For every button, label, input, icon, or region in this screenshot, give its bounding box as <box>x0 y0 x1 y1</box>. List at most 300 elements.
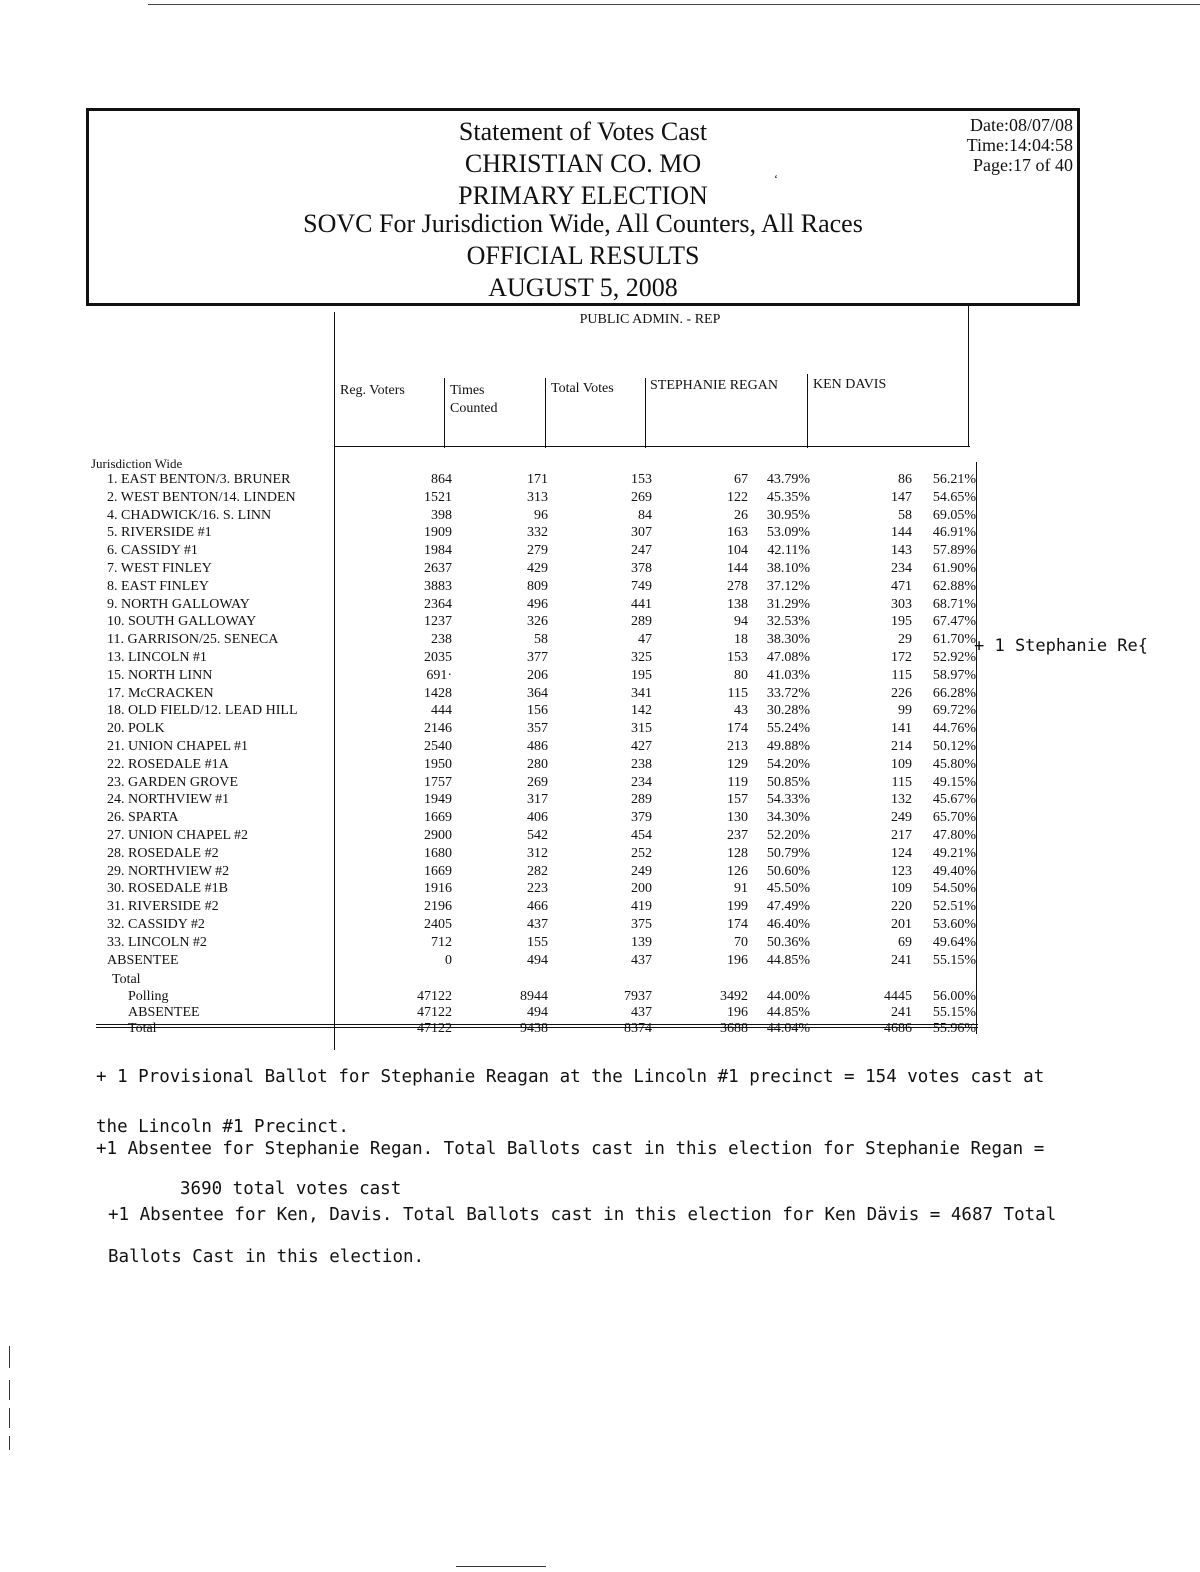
regan-pct-cell: 37.12% <box>766 578 810 594</box>
reg-voters-cell: 1757 <box>424 774 452 790</box>
grid-line <box>545 378 546 448</box>
reg-voters-cell: 1428 <box>424 685 452 701</box>
davis-votes-cell: 69 <box>898 934 912 950</box>
times-counted-cell: 312 <box>527 845 548 861</box>
davis-pct-cell: 54.50% <box>932 881 976 897</box>
regan-pct-cell: 50.85% <box>766 774 810 790</box>
regan-votes-cell: 70 <box>734 934 748 950</box>
times-counted-cell: 406 <box>527 810 548 826</box>
davis-votes-cell: 226 <box>891 685 912 701</box>
total-votes-cell: 238 <box>631 756 652 772</box>
precinct-name: 28. ROSEDALE #2 <box>107 845 219 861</box>
davis-pct-cell: 45.80% <box>932 756 976 772</box>
regan-pct-cell: 38.10% <box>766 561 810 576</box>
precinct-name: 15. NORTH LINN <box>107 667 213 683</box>
davis-votes-cell: 241 <box>891 1005 912 1020</box>
regan-votes-cell: 128 <box>727 845 748 861</box>
davis-votes-cell: 241 <box>891 952 912 968</box>
davis-pct-cell: 62.88% <box>932 578 976 594</box>
davis-pct-cell: 55.15% <box>932 952 976 968</box>
section-label: Jurisdiction Wide <box>91 456 183 471</box>
precinct-name: 11. GARRISON/25. SENECA <box>107 632 279 648</box>
reg-voters-cell: 2900 <box>424 828 452 843</box>
regan-pct-cell: 45.35% <box>766 489 810 505</box>
precinct-name: 33. LINCOLN #2 <box>107 934 207 950</box>
regan-votes-cell: 94 <box>734 614 748 630</box>
davis-votes-cell: 217 <box>891 828 912 843</box>
davis-votes-cell: 115 <box>891 667 912 683</box>
davis-pct-cell: 61.70% <box>932 632 976 648</box>
report-header <box>86 108 1080 306</box>
regan-pct-cell: 50.60% <box>766 863 810 879</box>
regan-pct-cell: 50.79% <box>766 845 810 861</box>
reg-voters-cell: 398 <box>431 507 452 523</box>
regan-pct-cell: 38.30% <box>766 632 810 648</box>
regan-votes-cell: 126 <box>727 863 748 879</box>
regan-pct-cell: 45.50% <box>766 881 810 897</box>
times-counted-cell: 156 <box>527 703 548 719</box>
times-counted-cell: 155 <box>527 934 548 950</box>
table-row <box>0 791 1000 809</box>
note-line: +1 Absentee for Ken, Davis. Total Ballots cast in this election for Ken Dävis = 4687 Total <box>108 1205 1057 1225</box>
regan-pct-cell: 44.85% <box>766 952 810 968</box>
times-counted-cell: 466 <box>527 899 548 915</box>
regan-pct-cell: 34.30% <box>766 810 810 826</box>
davis-votes-cell: 124 <box>891 845 912 861</box>
davis-votes-cell: 220 <box>891 899 912 915</box>
report-scope: SOVC For Jurisdiction Wide, All Counters, All Races <box>303 209 863 238</box>
table-row <box>0 489 1000 507</box>
regan-pct-cell: 30.28% <box>766 703 810 719</box>
table-row <box>0 756 1000 774</box>
reg-voters-cell: 47122 <box>417 1021 452 1036</box>
davis-pct-cell: 49.21% <box>932 845 976 861</box>
total-votes-cell: 47 <box>638 632 652 648</box>
reg-voters-cell: 1916 <box>424 881 452 897</box>
regan-votes-cell: 26 <box>734 507 748 523</box>
regan-pct-cell: 53.09% <box>766 525 810 541</box>
precinct-name: 22. ROSEDALE #1A <box>107 756 229 772</box>
davis-pct-cell: 52.92% <box>932 650 976 665</box>
davis-pct-cell: 49.15% <box>932 774 976 790</box>
total-votes-cell: 252 <box>631 845 652 861</box>
davis-votes-cell: 234 <box>891 561 912 576</box>
times-counted-cell: 8944 <box>520 989 548 1004</box>
times-counted-cell: 494 <box>527 1005 548 1020</box>
precinct-name: 27. UNION CHAPEL #2 <box>107 828 249 843</box>
times-counted-cell: 429 <box>527 561 548 576</box>
col-total-votes: Total Votes <box>551 381 614 396</box>
results-status: OFFICIAL RESULTS <box>466 241 700 270</box>
col-candidate-davis: KEN DAVIS <box>813 377 887 392</box>
regan-pct-cell: 46.40% <box>766 917 810 932</box>
reg-voters-cell: 3883 <box>424 578 452 594</box>
regan-votes-cell: 91 <box>734 881 748 897</box>
summary-row <box>0 1020 1000 1038</box>
reg-voters-cell: 47122 <box>417 989 452 1004</box>
times-counted-cell: 364 <box>527 685 548 701</box>
reg-voters-cell: 2540 <box>424 739 452 754</box>
regan-pct-cell: 41.03% <box>766 667 810 683</box>
regan-votes-cell: 144 <box>727 561 748 576</box>
regan-votes-cell: 130 <box>727 810 748 826</box>
davis-pct-cell: 67.47% <box>932 614 976 630</box>
regan-pct-cell: 47.49% <box>766 899 810 915</box>
report-meta <box>967 115 1073 175</box>
table-row <box>0 578 1000 596</box>
davis-pct-cell: 57.89% <box>932 543 976 559</box>
note-line: + 1 Provisional Ballot for Stephanie Reagan at the Lincoln #1 precinct = 154 votes cast at <box>96 1067 1045 1087</box>
regan-votes-cell: 174 <box>727 721 748 737</box>
total-votes-cell: 234 <box>631 774 652 790</box>
times-counted-cell: 486 <box>527 739 548 754</box>
total-votes-cell: 315 <box>631 721 652 737</box>
side-annotation: + 1 Stephanie Re{ <box>974 636 1148 656</box>
regan-votes-cell: 213 <box>727 739 748 754</box>
bottom-scan-mark <box>456 1566 546 1567</box>
times-counted-cell: 332 <box>527 525 548 541</box>
grid-line <box>334 446 970 447</box>
davis-votes-cell: 249 <box>891 810 912 826</box>
times-counted-cell: 96 <box>534 507 548 523</box>
margin-mark <box>9 1408 10 1428</box>
grid-line <box>444 378 445 448</box>
reg-voters-cell: 712 <box>431 934 452 950</box>
precinct-name: 20. POLK <box>107 721 165 737</box>
regan-votes-cell: 138 <box>727 596 748 612</box>
report-title: Statement of Votes Cast <box>458 117 708 146</box>
report-time: Time:14:04:58 <box>966 135 1073 155</box>
table-row <box>0 880 1000 898</box>
regan-votes-cell: 122 <box>727 489 748 505</box>
total-votes-cell: 378 <box>631 561 652 576</box>
total-votes-cell: 441 <box>631 596 652 612</box>
times-counted-cell: 206 <box>527 667 548 683</box>
total-votes-cell: 325 <box>631 650 652 665</box>
reg-voters-cell: 1237 <box>424 614 452 630</box>
precinct-name: 21. UNION CHAPEL #1 <box>107 739 249 754</box>
table-row <box>0 863 1000 881</box>
grid-line <box>807 374 808 448</box>
county-name: CHRISTIAN CO. MO <box>464 149 702 178</box>
table-row <box>0 702 1000 720</box>
davis-pct-cell: 68.71% <box>932 596 976 612</box>
davis-pct-cell: 69.05% <box>932 507 976 523</box>
davis-pct-cell: 56.21% <box>932 472 976 487</box>
reg-voters-cell: 2405 <box>424 917 452 932</box>
reg-voters-cell: 1680 <box>424 845 452 861</box>
grid-line <box>96 1027 978 1028</box>
total-votes-cell: 749 <box>631 578 652 594</box>
note-line: the Lincoln #1 Precinct. <box>96 1117 349 1137</box>
stray-mark: ‘ <box>774 172 778 186</box>
reg-voters-cell: 1949 <box>424 792 452 808</box>
davis-pct-cell: 55.96% <box>932 1021 976 1036</box>
total-votes-cell: 249 <box>631 863 652 879</box>
table-row <box>0 471 1000 489</box>
davis-pct-cell: 49.40% <box>932 863 976 879</box>
total-votes-cell: 7937 <box>624 989 652 1004</box>
table-row <box>0 631 1000 649</box>
davis-votes-cell: 99 <box>898 703 912 719</box>
reg-voters-cell: 1950 <box>424 756 452 772</box>
table-row <box>0 720 1000 738</box>
grid-line <box>334 312 335 452</box>
precinct-name: 32. CASSIDY #2 <box>107 917 205 932</box>
regan-pct-cell: 33.72% <box>766 685 810 701</box>
reg-voters-cell: 2146 <box>424 721 452 737</box>
davis-pct-cell: 44.76% <box>932 721 976 737</box>
regan-votes-cell: 80 <box>734 667 748 683</box>
total-votes-cell: 375 <box>631 917 652 932</box>
regan-votes-cell: 153 <box>727 650 748 665</box>
reg-voters-cell: 0 <box>445 952 452 968</box>
regan-pct-cell: 50.36% <box>766 934 810 950</box>
regan-votes-cell: 104 <box>727 543 748 559</box>
times-counted-cell: 279 <box>527 543 548 559</box>
davis-votes-cell: 141 <box>891 721 912 737</box>
precinct-name: 30. ROSEDALE #1B <box>107 881 228 897</box>
davis-pct-cell: 47.80% <box>932 828 976 843</box>
regan-pct-cell: 31.29% <box>766 596 810 612</box>
precinct-name: 9. NORTH GALLOWAY <box>107 596 250 612</box>
regan-votes-cell: 67 <box>734 472 748 487</box>
precinct-name: 7. WEST FINLEY <box>107 561 212 576</box>
davis-votes-cell: 214 <box>891 739 912 754</box>
davis-pct-cell: 61.90% <box>932 561 976 576</box>
times-counted-cell: 496 <box>527 596 548 612</box>
regan-votes-cell: 174 <box>727 917 748 932</box>
times-counted-cell: 223 <box>527 881 548 897</box>
davis-votes-cell: 144 <box>891 525 912 541</box>
davis-votes-cell: 172 <box>891 650 912 665</box>
table-row <box>0 542 1000 560</box>
regan-pct-cell: 54.33% <box>766 792 810 808</box>
times-counted-cell: 171 <box>527 472 548 487</box>
davis-votes-cell: 123 <box>891 863 912 879</box>
regan-votes-cell: 3688 <box>720 1021 748 1036</box>
precinct-name: 2. WEST BENTON/14. LINDEN <box>107 489 296 505</box>
davis-votes-cell: 4445 <box>884 989 912 1004</box>
precinct-name: 8. EAST FINLEY <box>107 578 210 594</box>
reg-voters-cell: 1909 <box>424 525 452 541</box>
regan-votes-cell: 196 <box>727 952 748 968</box>
reg-voters-cell: 2637 <box>424 561 452 576</box>
reg-voters-cell: 2035 <box>424 650 452 665</box>
reg-voters-cell: 1669 <box>424 810 452 826</box>
regan-pct-cell: 44.00% <box>766 989 810 1004</box>
regan-pct-cell: 49.88% <box>766 739 810 754</box>
table-row <box>0 524 1000 542</box>
times-counted-cell: 280 <box>527 756 548 772</box>
report-date: Date:08/07/08 <box>970 115 1073 135</box>
davis-votes-cell: 29 <box>898 632 912 648</box>
precinct-name: 26. SPARTA <box>107 810 179 826</box>
regan-pct-cell: 52.20% <box>766 828 810 843</box>
precinct-name: Polling <box>128 989 169 1004</box>
table-row <box>0 685 1000 703</box>
total-votes-cell: 454 <box>631 828 652 843</box>
total-votes-cell: 289 <box>631 792 652 808</box>
precinct-name: 23. GARDEN GROVE <box>107 774 239 790</box>
davis-pct-cell: 54.65% <box>932 489 976 505</box>
top-scan-line <box>148 4 1200 5</box>
regan-votes-cell: 129 <box>727 756 748 772</box>
davis-votes-cell: 109 <box>891 756 912 772</box>
davis-votes-cell: 115 <box>891 774 912 790</box>
davis-pct-cell: 49.64% <box>932 934 976 950</box>
totals-label: Total <box>112 972 141 987</box>
times-counted-cell: 269 <box>527 774 548 790</box>
note-line: 3690 total votes cast <box>180 1179 402 1199</box>
total-votes-cell: 84 <box>638 507 652 523</box>
precinct-name: 31. RIVERSIDE #2 <box>107 899 219 915</box>
precinct-name: 17. McCRACKEN <box>107 685 214 701</box>
note-line: +1 Absentee for Stephanie Regan. Total Ballots cast in this election for Stephanie Regan = <box>96 1139 1045 1159</box>
davis-pct-cell: 66.28% <box>932 685 976 701</box>
times-counted-cell: 437 <box>527 917 548 932</box>
regan-pct-cell: 42.11% <box>767 543 810 559</box>
table-row <box>0 916 1000 934</box>
times-counted-cell: 313 <box>527 489 548 505</box>
davis-pct-cell: 46.91% <box>932 525 976 541</box>
regan-votes-cell: 43 <box>734 703 748 719</box>
regan-pct-cell: 54.20% <box>766 756 810 772</box>
regan-votes-cell: 3492 <box>720 989 748 1004</box>
precinct-name: ABSENTEE <box>107 952 179 968</box>
table-row <box>0 774 1000 792</box>
davis-pct-cell: 45.67% <box>932 792 976 808</box>
precinct-name: 29. NORTHVIEW #2 <box>107 863 230 879</box>
regan-pct-cell: 47.08% <box>766 650 810 665</box>
davis-votes-cell: 58 <box>898 507 912 523</box>
regan-pct-cell: 30.95% <box>766 507 810 523</box>
davis-pct-cell: 52.51% <box>932 899 976 915</box>
davis-votes-cell: 201 <box>891 917 912 932</box>
race-title: PUBLIC ADMIN. - REP <box>579 312 721 327</box>
precinct-name: ABSENTEE <box>128 1005 200 1020</box>
total-votes-cell: 419 <box>631 899 652 915</box>
times-counted-cell: 357 <box>527 721 548 737</box>
margin-mark <box>9 1346 10 1368</box>
reg-voters-cell: 1984 <box>424 543 452 559</box>
total-votes-cell: 269 <box>631 489 652 505</box>
precinct-name: 6. CASSIDY #1 <box>107 543 198 559</box>
table-row <box>0 827 1000 845</box>
table-row <box>0 667 1000 685</box>
regan-votes-cell: 163 <box>727 525 748 541</box>
times-counted-cell: 377 <box>527 650 548 665</box>
precinct-name: 13. LINCOLN #1 <box>107 650 207 665</box>
total-votes-cell: 437 <box>631 952 652 968</box>
reg-voters-cell: 2364 <box>424 596 452 612</box>
precinct-name: 5. RIVERSIDE #1 <box>107 525 212 541</box>
regan-pct-cell: 44.04% <box>766 1021 810 1036</box>
table-row <box>0 560 1000 578</box>
times-counted-cell: 809 <box>527 578 548 594</box>
total-votes-cell: 8374 <box>624 1021 652 1036</box>
note-line: Ballots Cast in this election. <box>108 1247 425 1267</box>
table-row <box>0 649 1000 667</box>
reg-voters-cell: 1521 <box>424 489 452 505</box>
davis-pct-cell: 65.70% <box>932 810 976 826</box>
table-row <box>0 898 1000 916</box>
regan-votes-cell: 278 <box>727 578 748 594</box>
davis-pct-cell: 58.97% <box>932 667 976 683</box>
precinct-name: 24. NORTHVIEW #1 <box>107 792 230 808</box>
davis-votes-cell: 195 <box>891 614 912 630</box>
page-number: Page:17 of 40 <box>973 155 1073 175</box>
times-counted-cell: 317 <box>527 792 548 808</box>
total-votes-cell: 379 <box>631 810 652 826</box>
table-row <box>0 613 1000 631</box>
davis-pct-cell: 69.72% <box>932 703 976 719</box>
precinct-name: Total <box>128 1021 157 1036</box>
total-votes-cell: 427 <box>631 739 652 754</box>
table-row <box>0 952 1000 970</box>
regan-pct-cell: 43.79% <box>766 472 810 487</box>
regan-votes-cell: 18 <box>734 632 748 648</box>
grid-line <box>968 306 969 446</box>
reg-voters-cell: 691· <box>426 667 452 683</box>
table-row <box>0 738 1000 756</box>
regan-pct-cell: 44.85% <box>766 1005 810 1020</box>
times-counted-cell: 58 <box>534 632 548 648</box>
total-votes-cell: 289 <box>631 614 652 630</box>
total-votes-cell: 200 <box>631 881 652 897</box>
margin-mark <box>9 1380 10 1400</box>
times-counted-cell: 326 <box>527 614 548 630</box>
table-row <box>0 934 1000 952</box>
col-times-counted: Times Counted <box>450 383 498 416</box>
grid-line <box>96 1024 978 1025</box>
election-name: PRIMARY ELECTION <box>458 181 708 210</box>
regan-pct-cell: 32.53% <box>766 614 810 630</box>
table-row <box>0 845 1000 863</box>
precinct-name: 10. SOUTH GALLOWAY <box>107 614 257 630</box>
davis-pct-cell: 50.12% <box>932 739 976 754</box>
table-row <box>0 809 1000 827</box>
reg-voters-cell: 444 <box>431 703 452 719</box>
table-row <box>0 596 1000 614</box>
reg-voters-cell: 864 <box>431 472 452 487</box>
precinct-name: 4. CHADWICK/16. S. LINN <box>107 507 272 523</box>
total-votes-cell: 195 <box>631 667 652 683</box>
davis-pct-cell: 56.00% <box>932 989 976 1004</box>
precinct-name: 18. OLD FIELD/12. LEAD HILL <box>107 703 298 719</box>
total-votes-cell: 153 <box>631 472 652 487</box>
times-counted-cell: 542 <box>527 828 548 843</box>
regan-votes-cell: 196 <box>727 1005 748 1020</box>
total-votes-cell: 247 <box>631 543 652 559</box>
total-votes-cell: 142 <box>631 703 652 719</box>
regan-votes-cell: 119 <box>727 774 748 790</box>
davis-pct-cell: 53.60% <box>932 917 976 932</box>
reg-voters-cell: 2196 <box>424 899 452 915</box>
regan-votes-cell: 157 <box>727 792 748 808</box>
total-votes-cell: 307 <box>631 525 652 541</box>
davis-votes-cell: 143 <box>891 543 912 559</box>
regan-votes-cell: 237 <box>727 828 748 843</box>
davis-votes-cell: 4686 <box>884 1021 912 1036</box>
times-counted-cell: 9438 <box>520 1021 548 1036</box>
col-reg-voters: Reg. Voters <box>340 383 405 398</box>
total-votes-cell: 437 <box>631 1005 652 1020</box>
regan-votes-cell: 199 <box>727 899 748 915</box>
davis-votes-cell: 471 <box>891 578 912 594</box>
margin-mark <box>9 1436 10 1450</box>
davis-votes-cell: 86 <box>898 472 912 487</box>
